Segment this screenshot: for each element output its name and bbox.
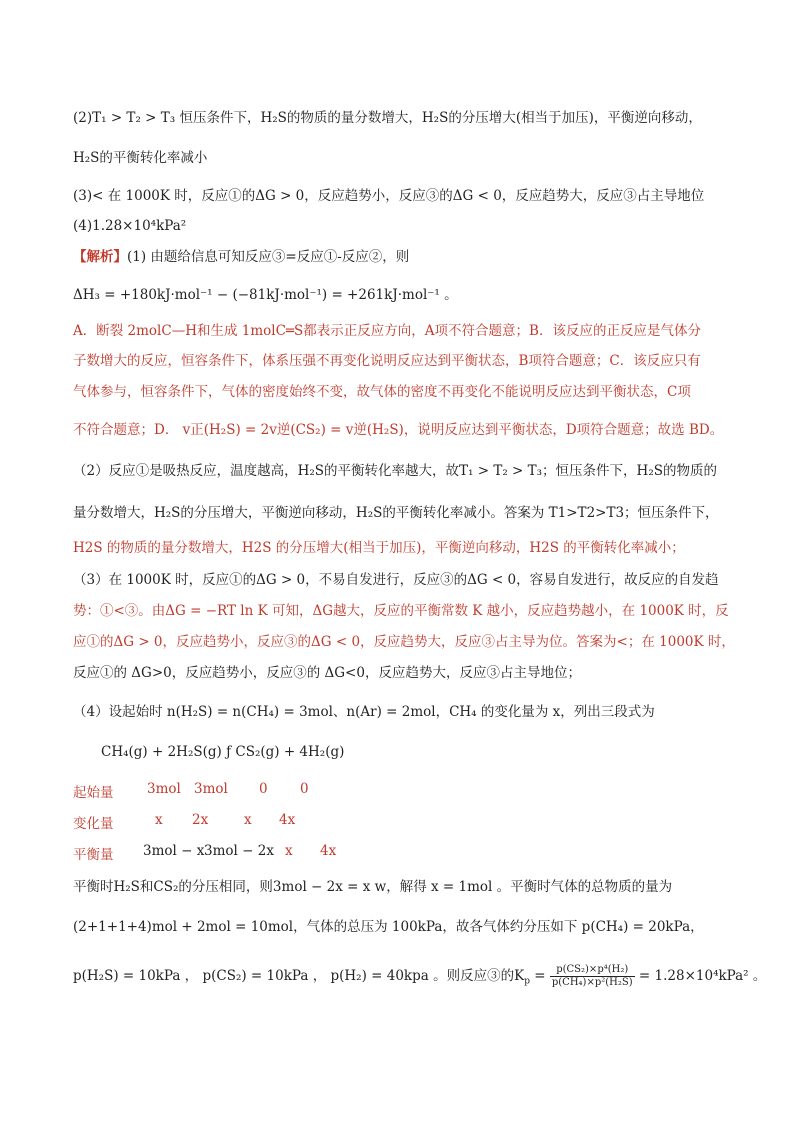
table-cell: 0 [259, 781, 268, 797]
table-cell: 4x [279, 812, 296, 828]
choice-line-4: 不符合题意；D． v正(H₂S) = 2v逆(CS₂) = v逆(H₂S)，说明反应达到平衡状态，D项符合题意；故选 BD。 [73, 422, 724, 438]
kp-fraction [550, 964, 635, 989]
p4-intro: （4）设起始时 n(H₂S) = n(CH₄) = 3mol、n(Ar) = 2mol，CH₄ 的变化量为 x，列出三段式为 [73, 704, 655, 720]
analysis-marker: 【解析】 [73, 249, 127, 265]
table-cell: 3mol [194, 781, 228, 797]
kp-subscript: p [524, 976, 530, 987]
p3-line-1: （3）在 1000K 时，反应①的ΔG > 0，不易自发进行，反应③的ΔG < 0，容易自发进行，故反应的自发趋 [73, 572, 719, 588]
kp-equals: = [529, 968, 550, 984]
answer-4: (4)1.28×10⁴kPa² [73, 218, 187, 234]
p2-line-3: H2S 的物质的量分数增大，H2S 的分压增大(相当于加压)，平衡逆向移动，H2S 的平衡转化率减小； [73, 540, 685, 556]
p4-line-1: 平衡时H₂S和CS₂的分压相同，则3mol − 2x = x w，解得 x = 1mol 。平衡时气体的总物质的量为 [73, 879, 673, 895]
answer-2-line-1: (2)T₁ > T₂ > T₃ 恒压条件下，H₂S的物质的量分数增大，H₂S的分压增大(相当于加压)，平衡逆向移动， [73, 110, 702, 126]
table-cell: x [285, 843, 293, 859]
row-label-change: 变化量 [73, 816, 114, 832]
row-label-initial: 起始量 [73, 785, 114, 801]
kp-numerator: p(CS₂)×p⁴(H₂) [550, 964, 635, 977]
choice-line-2: 子数增大的反应，恒容条件下，体系压强不再变化说明反应达到平衡状态，B项符合题意；C．该反应只有 [73, 353, 701, 369]
kp-denominator: p(CH₄)×p²(H₂S) [551, 977, 633, 988]
analysis-p1-calc: ΔH₃ = +180kJ·mol⁻¹ − (−81kJ·mol⁻¹) = +261kJ·mol⁻¹ 。 [73, 287, 458, 303]
p3-line-3: 应①的ΔG > 0，反应趋势小，反应③的ΔG < 0，反应趋势大，反应③占主导为位。答案为<；在 1000K 时， [73, 634, 735, 650]
p4-line-2: (2+1+1+4)mol + 2mol = 10mol，气体的总压为 100kPa，故各气体约分压如下 p(CH₄) = 20kPa， [73, 919, 704, 935]
answer-2-line-2: H₂S的平衡转化率减小 [73, 150, 208, 166]
table-cell: 3mol − x [143, 843, 205, 859]
table-cell: x [155, 812, 163, 828]
answer-3: (3)< 在 1000K 时，反应①的ΔG > 0，反应趋势小，反应③的ΔG < 0，反应趋势大，反应③占主导地位 [73, 188, 705, 204]
analysis-intro [73, 247, 409, 267]
p4-final-prefix: p(H₂S) = 10kPa ， p(CS₂) = 10kPa ， p(H₂) = 40kpa 。则反应③的K [73, 968, 525, 984]
p3-line-2: 势：①<③。由ΔG = −RT ln K 可知，ΔG越大，反应的平衡常数 K 越小，反应趋势越小，在 1000K 时，反 [73, 603, 729, 619]
table-cell: 3mol − 2x [204, 843, 274, 859]
analysis-p1-intro: (1) 由题给信息可知反应③=反应①-反应②，则 [127, 249, 410, 265]
p2-line-2: 量分数增大，H₂S的分压增大，平衡逆向移动，H₂S的平衡转化率减小。答案为 T1>T2>T3；恒压条件下， [73, 505, 719, 521]
table-cell: x [244, 812, 252, 828]
table-cell: 4x [320, 843, 337, 859]
p4-final-suffix: = 1.28×10⁴kPa² 。 [634, 968, 767, 984]
p3-line-4: 反应①的 ΔG>0，反应趋势小，反应③的 ΔG<0，反应趋势大，反应③占主导地位； [73, 665, 581, 681]
reaction-equation: CH₄(g) + 2H₂S(g) ƒ CS₂(g) + 4H₂(g) [101, 744, 345, 760]
choice-line-1: A．断裂 2molC—H和生成 1molC═S都表示正反应方向，A项不符合题意；B．该反应的正反应是气体分 [73, 323, 701, 339]
p4-final-line [73, 964, 766, 992]
table-cell: 0 [300, 781, 309, 797]
p2-line-1: （2）反应①是吸热反应，温度越高，H₂S的平衡转化率越大，故T₁ > T₂ > T₃；恒压条件下，H₂S的物质的 [73, 463, 717, 479]
row-label-equilibrium: 平衡量 [73, 847, 114, 863]
table-cell: 3mol [147, 781, 181, 797]
choice-line-3: 气体参与，恒容条件下，气体的密度始终不变，故气体的密度不再变化不能说明反应达到平衡状态，C项 [73, 384, 691, 400]
table-cell: 2x [192, 812, 209, 828]
